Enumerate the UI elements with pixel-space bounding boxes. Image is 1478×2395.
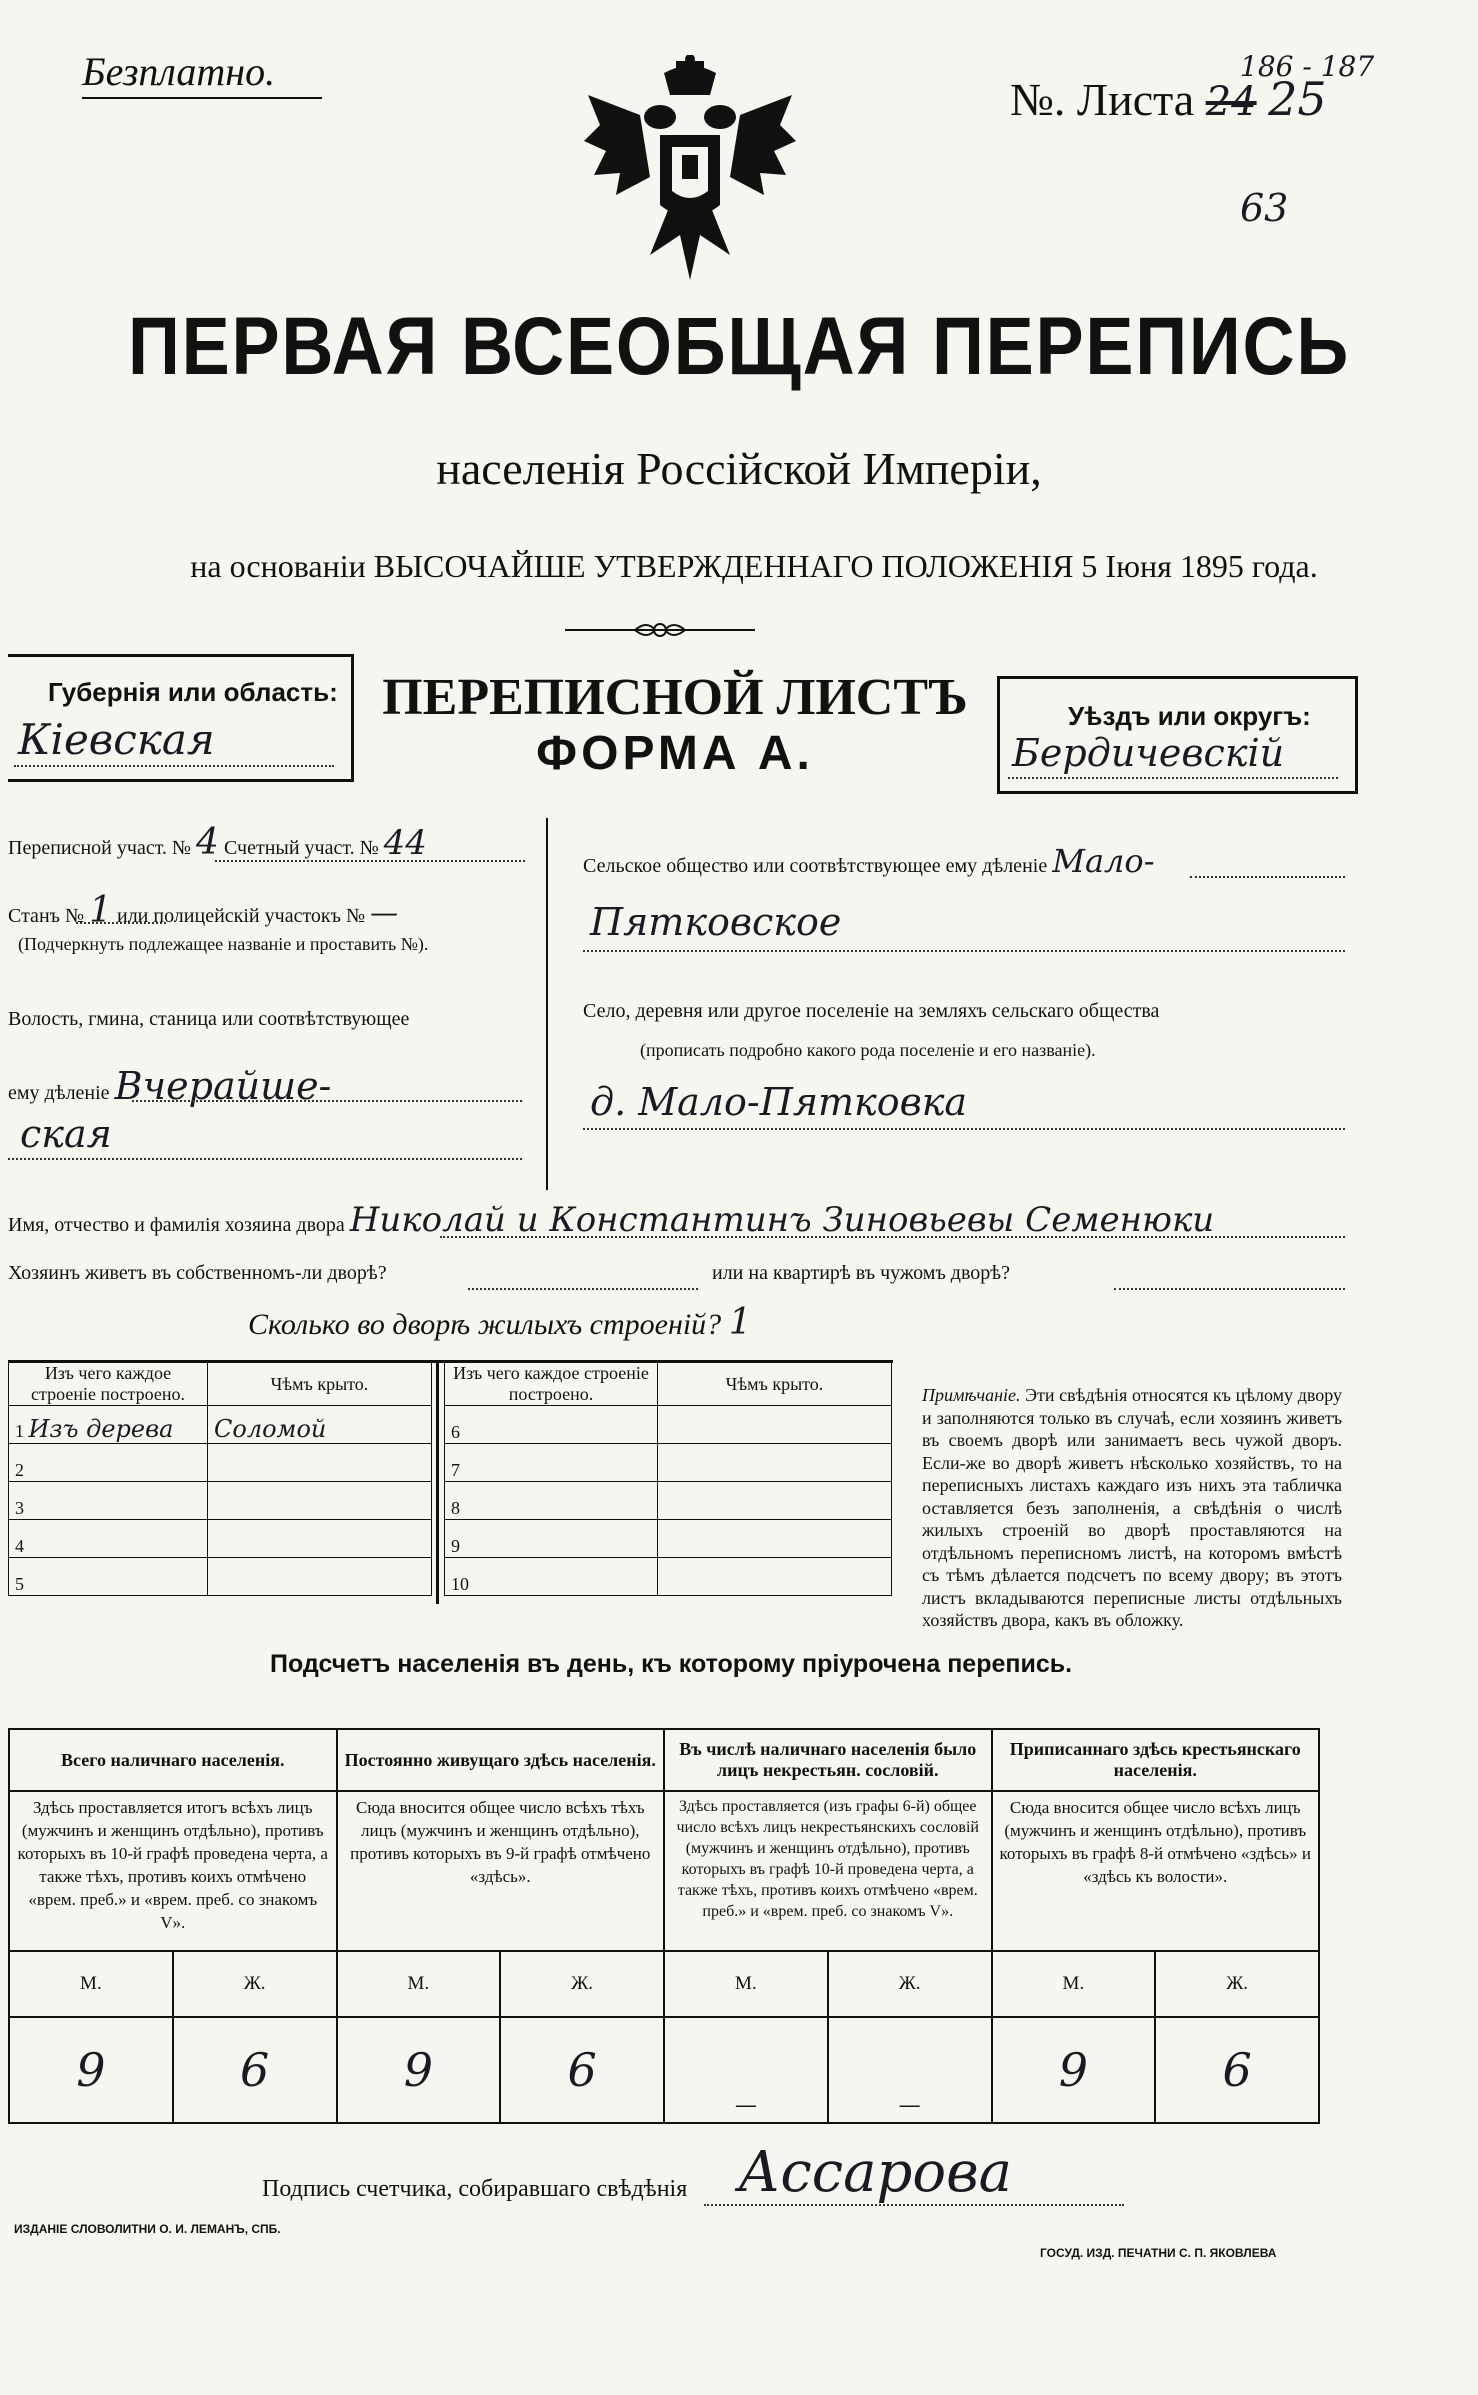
fields-divider — [546, 818, 548, 1190]
table-row: 7 — [445, 1444, 892, 1482]
col-roof-header: Чѣмъ крыто. — [208, 1363, 432, 1406]
population-heading: Подсчетъ населенія въ день, къ которому пріурочена перепись. — [270, 1650, 1073, 1678]
page-mark: 63 — [1240, 186, 1289, 230]
village-note: (прописать подробно какого рода поселеніе и его названіе). — [640, 1040, 1096, 1060]
buildings-row: Сколько во дворѣ жилыхъ строеній? 1 — [248, 1302, 752, 1343]
total-male-value: 9 — [9, 2017, 173, 2123]
permanent-female-value: 6 — [500, 2017, 664, 2123]
police-value: — — [370, 896, 399, 929]
volost-value-2: ская — [20, 1112, 112, 1156]
uezd-label: Уѣздъ или округъ: — [1068, 701, 1311, 731]
sheet-number-value: 25 — [1268, 72, 1327, 126]
sheet-number-struck: 24 — [1205, 79, 1257, 125]
buildings-table-left — [8, 1362, 432, 1596]
table-row: 3 — [9, 1482, 432, 1520]
signature-label: Подпись счетчика, собиравшаго свѣдѣнія — [262, 2176, 688, 2202]
village-value: д. Мало-Пятковка — [590, 1080, 968, 1124]
underline-note: (Подчеркнуть подлежащее названіе и проставить №). — [18, 934, 429, 954]
volost-row: ему дѣленіе Вчерайше- — [8, 1064, 332, 1108]
female-label: Ж. — [173, 1951, 337, 2017]
uezd-value: Бердичевскій — [1012, 731, 1285, 775]
gubernia-box — [8, 654, 354, 782]
nonpeasant-female-value: — — [828, 2017, 992, 2123]
enumerator-signature: Ассарова — [738, 2140, 1013, 2205]
permanent-male-value: 9 — [337, 2017, 501, 2123]
free-label: Безплатно. — [82, 48, 322, 99]
gubernia-value: Кіевская — [18, 715, 215, 764]
stan-value: 1 — [89, 890, 112, 931]
owner-name-value: Николай и Константинъ Зиновьевы Семенюки — [349, 1200, 1215, 1240]
registered-female-value: 6 — [1155, 2017, 1319, 2123]
form-subtitle: ФОРМА А. — [536, 727, 814, 780]
census-district-row: Переписной участ. № 4 Счетный участ. № 44 — [8, 822, 427, 863]
col-total-desc: Здѣсь проставляется итогъ всѣхъ лицъ (мужчинъ и женщинъ отдѣльно), противъ которыхъ въ 10-й графѣ проведена черта, а также тѣхъ, противъ коихъ отмѣчено «врем. преб.» и «врем. преб. со знакомъ V». — [9, 1791, 337, 1951]
stan-row: Станъ № 1 или полицейскій участокъ № — — [8, 890, 399, 931]
imperial-eagle-emblem — [580, 55, 800, 285]
table-row: 1 Изъ дерева Соломой — [9, 1406, 432, 1444]
note-title: Примѣчаніе. — [922, 1385, 1021, 1405]
census-district-value: 4 — [196, 822, 219, 863]
counting-district-value: 44 — [383, 823, 427, 863]
col-material-header: Изъ чего каждое строеніе построено. — [9, 1363, 208, 1406]
footer-left: ИЗДАНІЕ СЛОВОЛИТНИ О. И. ЛЕМАНЪ, СПБ. — [14, 2222, 281, 2236]
col-nonpeasant-title: Въ числѣ наличнаго населенія было лицъ некрестьян. сословій. — [664, 1729, 992, 1791]
sheet-number: №. Листа 24 25 — [1010, 72, 1327, 126]
form-title: ПЕРЕПИСНОЙ ЛИСТЪ — [382, 669, 968, 726]
col-total-title: Всего наличнаго населенія. — [9, 1729, 337, 1791]
buildings-value: 1 — [728, 1302, 752, 1343]
footer-right: ГОСУД. ИЗД. ПЕЧАТНИ С. П. ЯКОВЛЕВА — [1040, 2246, 1277, 2260]
table-row: 2 — [9, 1444, 432, 1482]
society-value-1: Мало- — [1052, 842, 1155, 880]
table-row: 5 — [9, 1558, 432, 1596]
owner-name-row: Имя, отчество и фамилія хозяина двора Николай и Константинъ Зиновьевы Семенюки — [8, 1200, 1215, 1240]
registered-male-value: 9 — [992, 2017, 1156, 2123]
uezd-box — [997, 676, 1358, 794]
population-table: Всего наличнаго населенія. Постоянно живущаго здѣсь населенія. Въ числѣ наличнаго населенія было лицъ некрестьян. сословій. Приписаннаго здѣсь крестьянскаго населенія. Здѣсь проставляется итогъ всѣхъ лицъ (мужчинъ и женщинъ отдѣльно), противъ которыхъ въ 10-й графѣ проведена черта, а также тѣхъ, противъ коихъ отмѣчено «врем. преб.» и «врем. преб. со знакомъ V». Сюда вносится общее число всѣхъ тѣхъ лицъ (мужчинъ и женщинъ отдѣльно), противъ которыхъ въ 9-й графѣ отмѣчено «здѣсь». Здѣсь проставляется (изъ графы 6-й) общее число всѣхъ лицъ некрестьянскихъ сословій (мужчинъ и женщинъ отдѣльно), противъ которыхъ въ графѣ 10-й проведена черта, а также тѣхъ, противъ коихъ отмѣчено «врем. преб.» и «врем. преб. со знакомъ V». Сюда вносится общее число всѣхъ лицъ (мужчинъ и женщинъ отдѣльно), противъ которыхъ въ графѣ 8-й отмѣчено «здѣсь» и «здѣсь къ волости». М. Ж. М. Ж. М. Ж. М. Ж. 9 6 9 6 — — 9 6 — [8, 1728, 1320, 2124]
buildings-table-right: Изъ чего каждое строеніе построено. Чѣмъ крыто. 6 7 8 9 10 — [444, 1362, 892, 1596]
male-label: М. — [9, 1951, 173, 2017]
col-nonpeasant-desc: Здѣсь проставляется (изъ графы 6-й) общее число всѣхъ лицъ некрестьянскихъ сословій (мужчинъ и женщинъ отдѣльно), противъ которыхъ въ графѣ 10-й проведена черта, а также тѣхъ, противъ коихъ отмѣчено «врем. преб.» и «врем. преб. со знакомъ V». — [664, 1791, 992, 1951]
gubernia-label: Губернія или область: — [48, 677, 338, 707]
own-yard-label: Хозяинъ живетъ въ собственномъ-ли дворѣ? — [8, 1262, 387, 1284]
table-row: 4 — [9, 1520, 432, 1558]
census-subtitle: населенія Россійской Имперіи, — [436, 443, 1042, 494]
village-label: Село, деревня или другое поселеніе на земляхъ сельскаго общества — [583, 1000, 1160, 1022]
col-permanent-title: Постоянно живущаго здѣсь населенія. — [337, 1729, 665, 1791]
table-row: 10 — [445, 1558, 892, 1596]
table-row: 8 — [445, 1482, 892, 1520]
col-registered-title: Приписаннаго здѣсь крестьянскаго населенія. — [992, 1729, 1320, 1791]
note-block — [922, 1384, 1342, 1632]
census-main-title: ПЕРВАЯ ВСЕОБЩАЯ ПЕРЕПИСЬ — [127, 301, 1351, 392]
society-value-2: Пятковское — [590, 900, 842, 944]
sheet-range-note: 186 - 187 — [1240, 50, 1375, 83]
table-row: 9 — [445, 1520, 892, 1558]
total-female-value: 6 — [173, 2017, 337, 2123]
nonpeasant-male-value: — — [664, 2017, 828, 2123]
rent-label: или на квартирѣ въ чужомъ дворѣ? — [712, 1262, 1011, 1284]
volost-label-1: Волость, гмина, станица или соотвѣтствующее — [8, 1008, 410, 1030]
ornament-divider — [565, 618, 755, 642]
table-row: 6 — [445, 1406, 892, 1444]
note-text: Эти свѣдѣнія относятся къ цѣлому двору и заполняются только въ случаѣ, если хозяинъ живетъ въ своемъ дворѣ или занимаетъ весь чужой дворъ. Если-же во дворѣ живетъ нѣсколько хозяйствъ, то на переписныхъ листахъ каждаго изъ нихъ эта табличка оставляется безъ заполненія, а свѣдѣнія о числѣ жилыхъ строеній во дворѣ проставляются на отдѣльномъ переписномъ листѣ, на которомъ вмѣстѣ съ тѣмъ дѣлается подсчетъ по всему двору; въ этотъ листъ вкладываются переписные листы отдѣльныхъ хозяйствъ двора, какъ въ обложку. — [922, 1385, 1343, 1630]
census-basis: на основаніи ВЫСОЧАЙШЕ УТВЕРЖДЕННАГО ПОЛОЖЕНІЯ 5 Іюня 1895 года. — [190, 548, 1318, 584]
society-row: Сельское общество или соотвѣтствующее ему дѣленіе Мало- — [583, 842, 1155, 880]
col-permanent-desc: Сюда вносится общее число всѣхъ тѣхъ лицъ (мужчинъ и женщинъ отдѣльно), противъ которыхъ въ 9-й графѣ отмѣчено «здѣсь». — [337, 1791, 665, 1951]
col-registered-desc: Сюда вносится общее число всѣхъ лицъ (мужчинъ и женщинъ отдѣльно), противъ которыхъ въ графѣ 8-й отмѣчено «здѣсь» и «здѣсь къ волости». — [992, 1791, 1320, 1951]
volost-value-1: Вчерайше- — [114, 1064, 332, 1108]
